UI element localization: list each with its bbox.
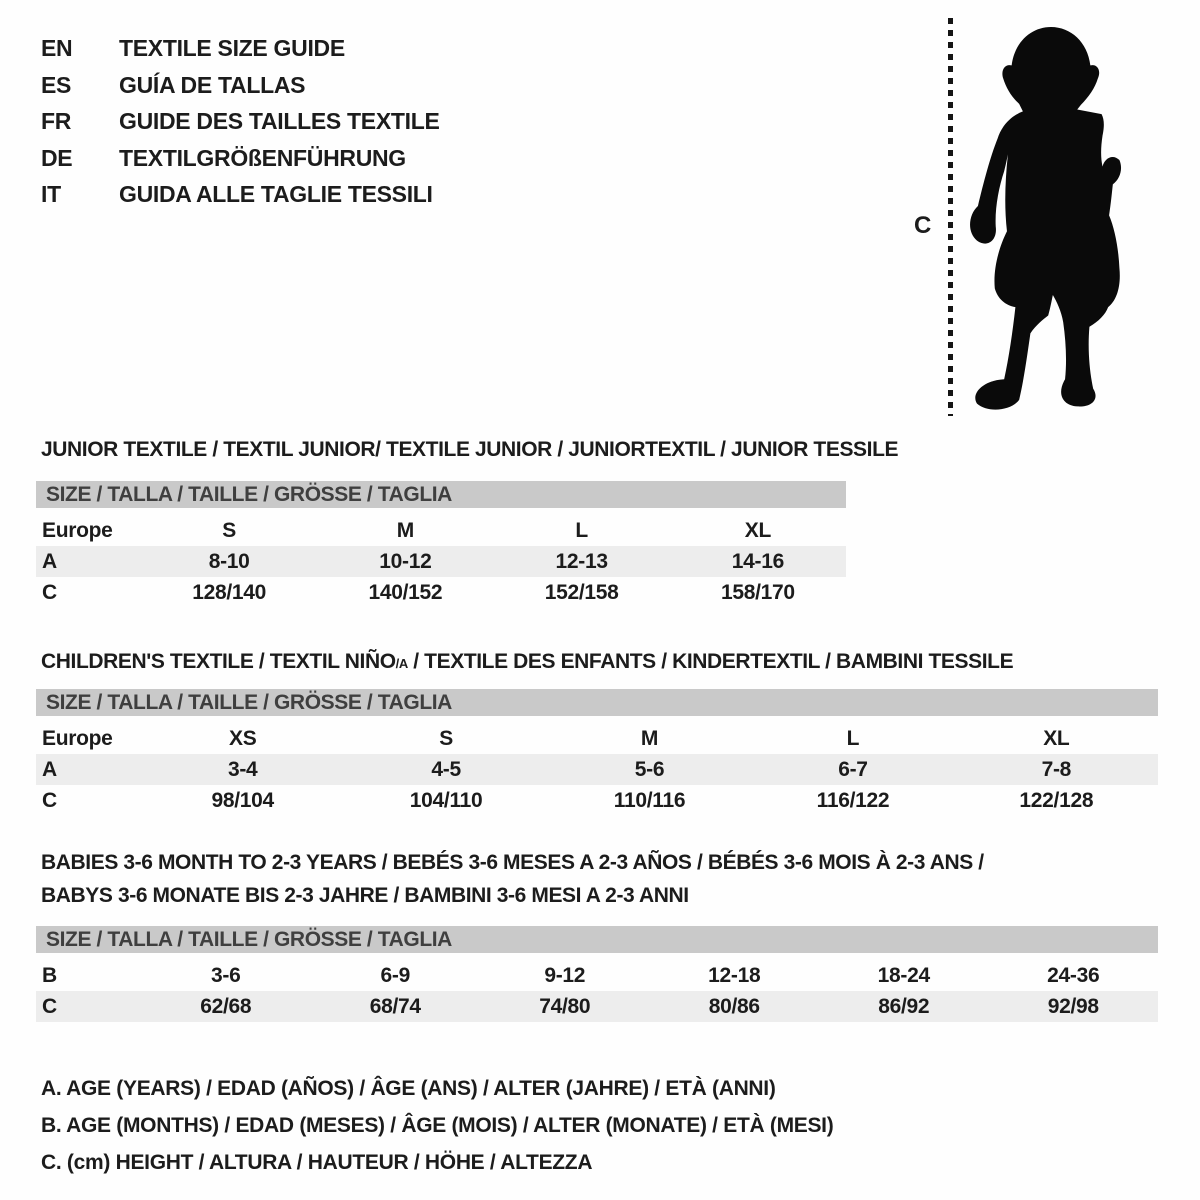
guide-title-es: GUÍA DE TALLAS xyxy=(119,71,306,98)
table-cell: 158/170 xyxy=(720,581,795,604)
size-table-rows xyxy=(36,960,1158,1022)
table-cell: L xyxy=(846,727,860,750)
size-table-rows xyxy=(36,723,1158,816)
row-label: B xyxy=(42,964,57,987)
table-cell: 7-8 xyxy=(1041,758,1072,781)
height-measure-dashed-line xyxy=(948,18,953,416)
footnote-b: B. AGE (MONTHS) / EDAD (MESES) / ÂGE (MOIS) / ALTER (MONATE) / ETÀ (MESI) xyxy=(41,1114,834,1137)
table-cell: 3-6 xyxy=(211,964,241,987)
table-row-a xyxy=(36,546,846,577)
table-cell: 122/128 xyxy=(1019,789,1094,812)
table-cell: 140/152 xyxy=(368,581,443,604)
guide-title-en: TEXTILE SIZE GUIDE xyxy=(119,35,345,61)
table-cell: XL xyxy=(744,519,771,542)
size-table-header: SIZE / TALLA / TAILLE / GRÖSSE / TAGLIA xyxy=(36,689,1158,716)
title-text: / TEXTILE DES ENFANTS / KINDERTEXTIL / BAMBINI TESSILE xyxy=(407,650,1014,673)
table-cell: 98/104 xyxy=(211,789,274,812)
table-cell: 6-9 xyxy=(380,964,410,987)
size-table-children xyxy=(36,689,1158,816)
table-row-c xyxy=(36,991,1158,1022)
table-cell: 116/122 xyxy=(816,789,890,812)
table-cell: XS xyxy=(228,727,257,750)
table-cell: 80/86 xyxy=(708,995,760,1018)
title-text: BABYS 3-6 MONATE BIS 2-3 JAHRE / BAMBINI 3-6 MESI A 2-3 ANNI xyxy=(41,884,689,907)
table-cell: 6-7 xyxy=(838,758,868,781)
row-label: C xyxy=(42,581,57,604)
language-row-de xyxy=(41,140,440,177)
table-cell: 24-36 xyxy=(1047,964,1100,987)
table-cell: 68/74 xyxy=(369,995,421,1018)
language-code: IT xyxy=(41,181,61,207)
language-code: FR xyxy=(41,108,72,134)
language-code: EN xyxy=(41,35,73,61)
table-cell: 9-12 xyxy=(544,964,586,987)
language-row-es xyxy=(41,67,440,104)
guide-title-it: GUIDA ALLE TAGLIE TESSILI xyxy=(119,181,433,207)
height-dimension-label: C xyxy=(914,212,932,239)
row-label: A xyxy=(42,550,57,573)
footnote-c: C. (cm) HEIGHT / ALTURA / HAUTEUR / HÖHE / ALTEZZA xyxy=(41,1151,593,1174)
section-title-babies xyxy=(41,846,984,912)
section-title-line xyxy=(41,433,898,466)
table-cell: 18-24 xyxy=(877,964,930,987)
toddler-silhouette xyxy=(962,14,1140,426)
table-cell: M xyxy=(640,727,659,750)
table-cell: 12-13 xyxy=(555,550,608,573)
table-cell: 74/80 xyxy=(539,995,591,1018)
table-row-c xyxy=(36,577,846,608)
row-label: C xyxy=(42,995,57,1018)
size-table-rows xyxy=(36,515,846,608)
table-cell: L xyxy=(575,519,588,542)
table-cell: 4-5 xyxy=(431,758,461,781)
section-title-line xyxy=(41,846,984,879)
title-small-suffix: /A xyxy=(395,656,408,671)
table-cell: 14-16 xyxy=(731,550,784,573)
table-cell: XL xyxy=(1043,727,1070,750)
table-row-b xyxy=(36,960,1158,991)
row-label: C xyxy=(42,789,57,812)
size-table-header: SIZE / TALLA / TAILLE / GRÖSSE / TAGLIA xyxy=(36,926,1158,953)
table-cell: S xyxy=(439,727,453,750)
table-row-europe xyxy=(36,515,846,546)
row-label: A xyxy=(42,758,57,781)
table-cell: 92/98 xyxy=(1047,995,1099,1018)
table-cell: 3-4 xyxy=(227,758,258,781)
table-row-c xyxy=(36,785,1158,816)
table-cell: 152/158 xyxy=(544,581,619,604)
size-table-header: SIZE / TALLA / TAILLE / GRÖSSE / TAGLIA xyxy=(36,481,846,508)
section-title-line xyxy=(41,879,984,912)
table-cell: 110/116 xyxy=(613,789,686,812)
footnote-a: A. AGE (YEARS) / EDAD (AÑOS) / ÂGE (ANS) / ALTER (JAHRE) / ETÀ (ANNI) xyxy=(41,1077,776,1100)
footnote-list xyxy=(41,1070,833,1181)
table-cell: 12-18 xyxy=(708,964,761,987)
title-text: BABIES 3-6 MONTH TO 2-3 YEARS / BEBÉS 3-6 MESES A 2-3 AÑOS / BÉBÉS 3-6 MOIS À 2-3 ANS / xyxy=(41,851,984,874)
table-row-europe xyxy=(36,723,1158,754)
language-row-en xyxy=(41,30,440,67)
table-cell: 104/110 xyxy=(409,789,483,812)
section-title-line xyxy=(41,645,1013,680)
table-cell: M xyxy=(396,519,414,542)
table-cell: 8-10 xyxy=(208,550,250,573)
guide-title-de: TEXTILGRÖßENFÜHRUNG xyxy=(119,144,406,171)
table-row-a xyxy=(36,754,1158,785)
table-cell: 5-6 xyxy=(634,758,665,781)
language-row-it xyxy=(41,176,440,213)
language-code: DE xyxy=(41,144,73,171)
table-cell: 86/92 xyxy=(878,995,930,1018)
row-label: Europe xyxy=(42,727,113,750)
section-title-junior xyxy=(41,433,898,466)
language-code: ES xyxy=(41,71,72,98)
section-title-children xyxy=(41,645,1013,680)
size-table-babies xyxy=(36,926,1158,1022)
table-cell: S xyxy=(222,519,236,542)
size-table-junior xyxy=(36,481,846,608)
table-cell: 128/140 xyxy=(192,581,267,604)
language-row-fr xyxy=(41,103,440,140)
title-text: JUNIOR TEXTILE / TEXTIL JUNIOR/ TEXTILE JUNIOR / JUNIORTEXTIL / JUNIOR TESSILE xyxy=(41,438,899,461)
table-cell: 62/68 xyxy=(200,995,252,1018)
language-title-list xyxy=(41,30,440,213)
row-label: Europe xyxy=(42,519,113,542)
guide-title-fr: GUIDE DES TAILLES TEXTILE xyxy=(119,108,440,134)
table-cell: 10-12 xyxy=(379,550,432,573)
title-text: CHILDREN'S TEXTILE / TEXTIL NIÑO xyxy=(41,650,396,673)
